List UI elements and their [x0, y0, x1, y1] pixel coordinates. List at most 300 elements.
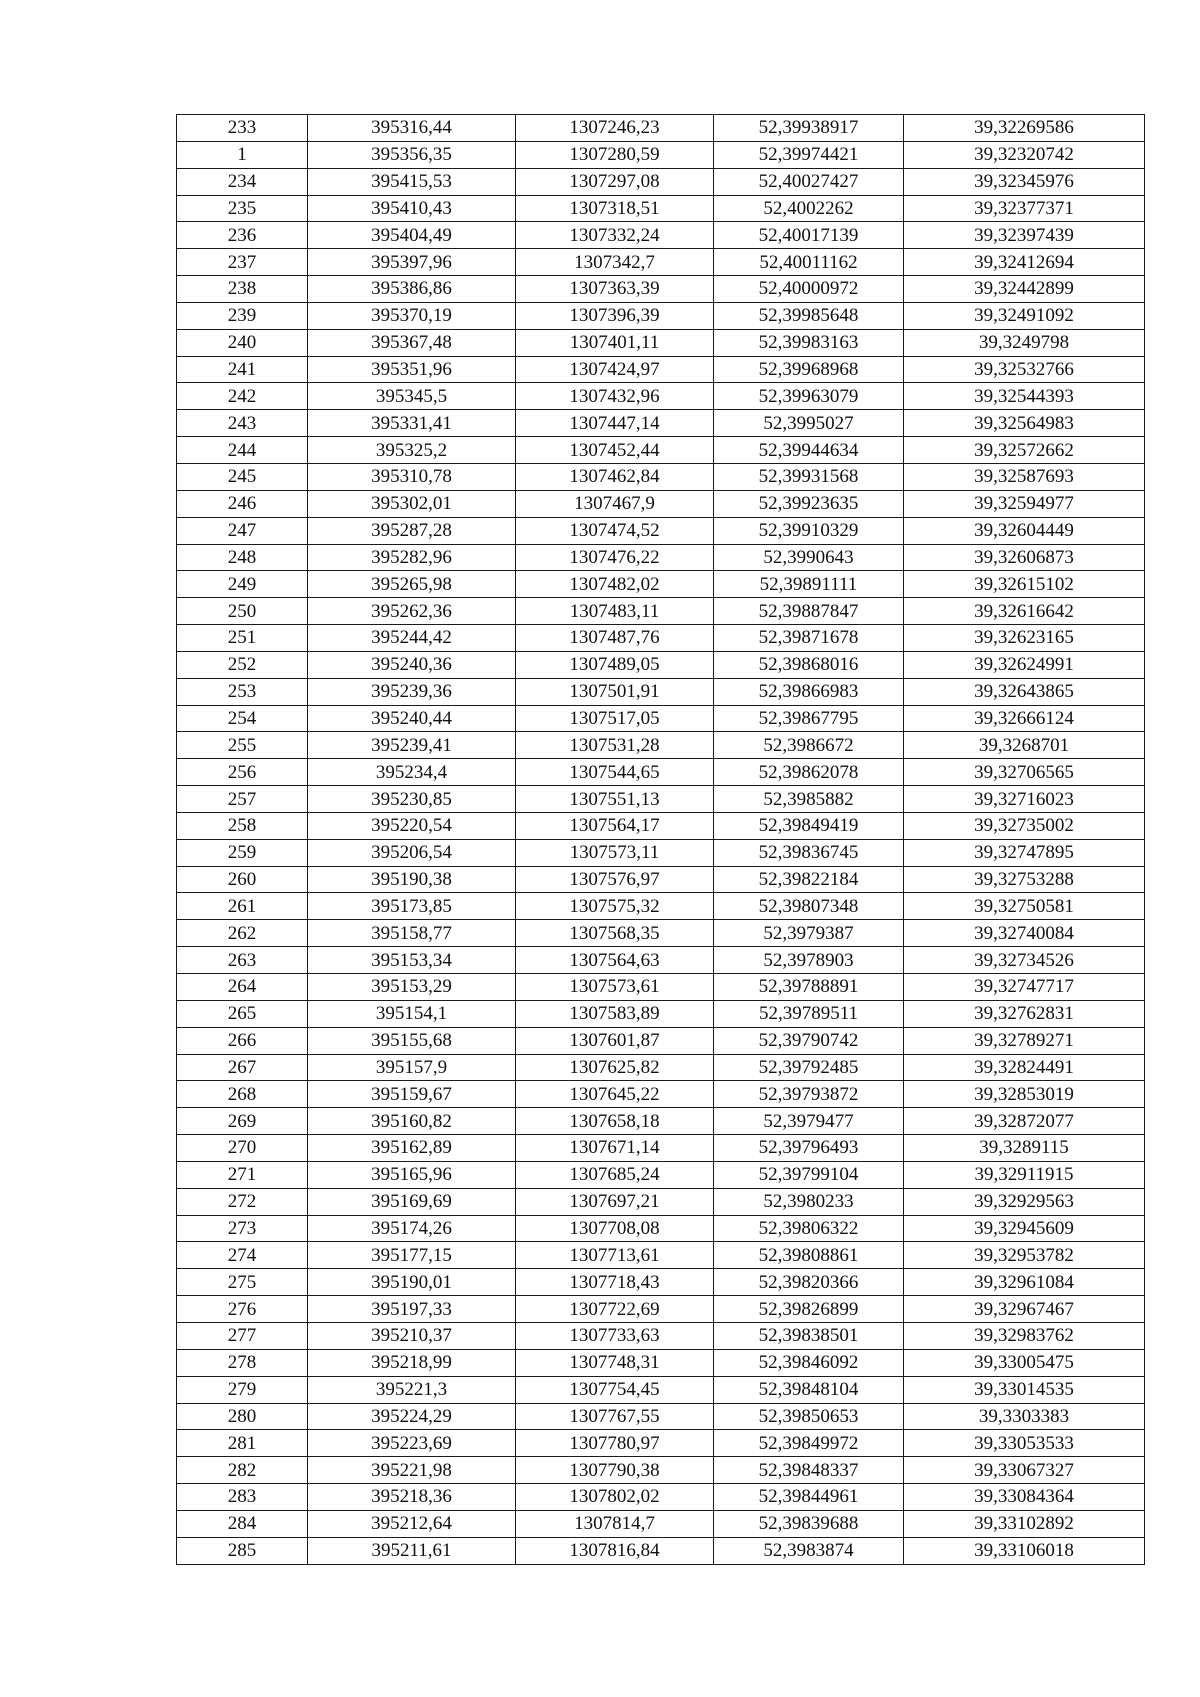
table-row [177, 1430, 1145, 1457]
longitude-cell: 39,32945609 [904, 1215, 1145, 1242]
x-coordinate-cell: 395415,53 [308, 168, 516, 195]
x-coordinate-cell: 395221,98 [308, 1457, 516, 1484]
point-number-cell: 248 [177, 544, 308, 571]
y-coordinate-cell: 1307713,61 [516, 1242, 714, 1269]
point-number-cell: 234 [177, 168, 308, 195]
x-coordinate-cell: 395174,26 [308, 1215, 516, 1242]
longitude-cell: 39,32961084 [904, 1269, 1145, 1296]
point-number-cell: 265 [177, 1000, 308, 1027]
point-number-cell: 250 [177, 598, 308, 625]
table-row [177, 1537, 1145, 1564]
table-row [177, 1322, 1145, 1349]
table-row [177, 759, 1145, 786]
x-coordinate-cell: 395154,1 [308, 1000, 516, 1027]
table-row [177, 839, 1145, 866]
longitude-cell: 39,33014535 [904, 1376, 1145, 1403]
point-number-cell: 262 [177, 920, 308, 947]
longitude-cell: 39,32615102 [904, 571, 1145, 598]
table-row [177, 1027, 1145, 1054]
x-coordinate-cell: 395210,37 [308, 1322, 516, 1349]
latitude-cell: 52,39820366 [714, 1269, 904, 1296]
point-number-cell: 284 [177, 1510, 308, 1537]
table-row [177, 705, 1145, 732]
longitude-cell: 39,32412694 [904, 249, 1145, 276]
latitude-cell: 52,3979477 [714, 1108, 904, 1135]
y-coordinate-cell: 1307467,9 [516, 490, 714, 517]
table-row [177, 544, 1145, 571]
y-coordinate-cell: 1307748,31 [516, 1349, 714, 1376]
latitude-cell: 52,39846092 [714, 1349, 904, 1376]
latitude-cell: 52,39848337 [714, 1457, 904, 1484]
table-row [177, 302, 1145, 329]
point-number-cell: 233 [177, 115, 308, 142]
latitude-cell: 52,40017139 [714, 222, 904, 249]
table-row [177, 947, 1145, 974]
latitude-cell: 52,39850653 [714, 1403, 904, 1430]
longitude-cell: 39,32983762 [904, 1322, 1145, 1349]
y-coordinate-cell: 1307432,96 [516, 383, 714, 410]
y-coordinate-cell: 1307551,13 [516, 786, 714, 813]
x-coordinate-cell: 395230,85 [308, 786, 516, 813]
longitude-cell: 39,32716023 [904, 786, 1145, 813]
x-coordinate-cell: 395265,98 [308, 571, 516, 598]
x-coordinate-cell: 395240,36 [308, 651, 516, 678]
latitude-cell: 52,40011162 [714, 249, 904, 276]
table-row [177, 1242, 1145, 1269]
longitude-cell: 39,32544393 [904, 383, 1145, 410]
x-coordinate-cell: 395159,67 [308, 1081, 516, 1108]
y-coordinate-cell: 1307685,24 [516, 1161, 714, 1188]
y-coordinate-cell: 1307401,11 [516, 329, 714, 356]
point-number-cell: 235 [177, 195, 308, 222]
x-coordinate-cell: 395302,01 [308, 490, 516, 517]
y-coordinate-cell: 1307816,84 [516, 1537, 714, 1564]
longitude-cell: 39,32706565 [904, 759, 1145, 786]
y-coordinate-cell: 1307517,05 [516, 705, 714, 732]
table-row [177, 1215, 1145, 1242]
table-row [177, 1000, 1145, 1027]
point-number-cell: 260 [177, 866, 308, 893]
x-coordinate-cell: 395206,54 [308, 839, 516, 866]
latitude-cell: 52,4002262 [714, 195, 904, 222]
x-coordinate-cell: 395157,9 [308, 1054, 516, 1081]
table-row [177, 383, 1145, 410]
latitude-cell: 52,3978903 [714, 947, 904, 974]
point-number-cell: 239 [177, 302, 308, 329]
longitude-cell: 39,32572662 [904, 437, 1145, 464]
latitude-cell: 52,3979387 [714, 920, 904, 947]
longitude-cell: 39,32750581 [904, 893, 1145, 920]
longitude-cell: 39,32747895 [904, 839, 1145, 866]
latitude-cell: 52,39868016 [714, 651, 904, 678]
point-number-cell: 276 [177, 1296, 308, 1323]
table-row [177, 974, 1145, 1001]
table-row [177, 1403, 1145, 1430]
y-coordinate-cell: 1307658,18 [516, 1108, 714, 1135]
point-number-cell: 247 [177, 517, 308, 544]
latitude-cell: 52,39985648 [714, 302, 904, 329]
longitude-cell: 39,32666124 [904, 705, 1145, 732]
table-row [177, 249, 1145, 276]
point-number-cell: 238 [177, 276, 308, 303]
y-coordinate-cell: 1307767,55 [516, 1403, 714, 1430]
longitude-cell: 39,32735002 [904, 812, 1145, 839]
x-coordinate-cell: 395367,48 [308, 329, 516, 356]
x-coordinate-cell: 395190,38 [308, 866, 516, 893]
x-coordinate-cell: 395345,5 [308, 383, 516, 410]
table-row [177, 356, 1145, 383]
point-number-cell: 257 [177, 786, 308, 813]
coordinates-table [176, 114, 1145, 1565]
x-coordinate-cell: 395177,15 [308, 1242, 516, 1269]
longitude-cell: 39,32623165 [904, 625, 1145, 652]
latitude-cell: 52,39866983 [714, 678, 904, 705]
point-number-cell: 274 [177, 1242, 308, 1269]
point-number-cell: 279 [177, 1376, 308, 1403]
point-number-cell: 273 [177, 1215, 308, 1242]
x-coordinate-cell: 395240,44 [308, 705, 516, 732]
table-row [177, 812, 1145, 839]
longitude-cell: 39,32532766 [904, 356, 1145, 383]
longitude-cell: 39,32929563 [904, 1188, 1145, 1215]
point-number-cell: 237 [177, 249, 308, 276]
y-coordinate-cell: 1307733,63 [516, 1322, 714, 1349]
x-coordinate-cell: 395310,78 [308, 463, 516, 490]
longitude-cell: 39,32564983 [904, 410, 1145, 437]
table-row [177, 1188, 1145, 1215]
x-coordinate-cell: 395212,64 [308, 1510, 516, 1537]
y-coordinate-cell: 1307482,02 [516, 571, 714, 598]
y-coordinate-cell: 1307601,87 [516, 1027, 714, 1054]
table-row [177, 1457, 1145, 1484]
point-number-cell: 255 [177, 732, 308, 759]
table-row [177, 1484, 1145, 1511]
table-row [177, 1349, 1145, 1376]
y-coordinate-cell: 1307474,52 [516, 517, 714, 544]
table-row [177, 1510, 1145, 1537]
latitude-cell: 52,39793872 [714, 1081, 904, 1108]
x-coordinate-cell: 395160,82 [308, 1108, 516, 1135]
point-number-cell: 244 [177, 437, 308, 464]
x-coordinate-cell: 395397,96 [308, 249, 516, 276]
point-number-cell: 256 [177, 759, 308, 786]
longitude-cell: 39,32442899 [904, 276, 1145, 303]
point-number-cell: 272 [177, 1188, 308, 1215]
y-coordinate-cell: 1307802,02 [516, 1484, 714, 1511]
latitude-cell: 52,39839688 [714, 1510, 904, 1537]
longitude-cell: 39,33053533 [904, 1430, 1145, 1457]
x-coordinate-cell: 395244,42 [308, 625, 516, 652]
y-coordinate-cell: 1307363,39 [516, 276, 714, 303]
latitude-cell: 52,39963079 [714, 383, 904, 410]
point-number-cell: 242 [177, 383, 308, 410]
table-row [177, 786, 1145, 813]
longitude-cell: 39,32643865 [904, 678, 1145, 705]
table-row [177, 893, 1145, 920]
latitude-cell: 52,39938917 [714, 115, 904, 142]
table-row [177, 651, 1145, 678]
latitude-cell: 52,39910329 [714, 517, 904, 544]
longitude-cell: 39,32269586 [904, 115, 1145, 142]
table-row [177, 437, 1145, 464]
longitude-cell: 39,3268701 [904, 732, 1145, 759]
x-coordinate-cell: 395218,36 [308, 1484, 516, 1511]
point-number-cell: 264 [177, 974, 308, 1001]
latitude-cell: 52,39788891 [714, 974, 904, 1001]
longitude-cell: 39,32734526 [904, 947, 1145, 974]
table-row [177, 168, 1145, 195]
latitude-cell: 52,39836745 [714, 839, 904, 866]
latitude-cell: 52,39867795 [714, 705, 904, 732]
point-number-cell: 267 [177, 1054, 308, 1081]
latitude-cell: 52,39796493 [714, 1135, 904, 1162]
table-row [177, 732, 1145, 759]
x-coordinate-cell: 395190,01 [308, 1269, 516, 1296]
y-coordinate-cell: 1307447,14 [516, 410, 714, 437]
point-number-cell: 245 [177, 463, 308, 490]
table-row [177, 410, 1145, 437]
x-coordinate-cell: 395197,33 [308, 1296, 516, 1323]
point-number-cell: 271 [177, 1161, 308, 1188]
table-row [177, 463, 1145, 490]
y-coordinate-cell: 1307483,11 [516, 598, 714, 625]
y-coordinate-cell: 1307424,97 [516, 356, 714, 383]
latitude-cell: 52,40027427 [714, 168, 904, 195]
point-number-cell: 266 [177, 1027, 308, 1054]
y-coordinate-cell: 1307564,63 [516, 947, 714, 974]
longitude-cell: 39,32789271 [904, 1027, 1145, 1054]
latitude-cell: 52,39806322 [714, 1215, 904, 1242]
table-row [177, 1081, 1145, 1108]
y-coordinate-cell: 1307342,7 [516, 249, 714, 276]
y-coordinate-cell: 1307318,51 [516, 195, 714, 222]
x-coordinate-cell: 395211,61 [308, 1537, 516, 1564]
longitude-cell: 39,32604449 [904, 517, 1145, 544]
latitude-cell: 52,39923635 [714, 490, 904, 517]
latitude-cell: 52,3983874 [714, 1537, 904, 1564]
point-number-cell: 263 [177, 947, 308, 974]
latitude-cell: 52,3980233 [714, 1188, 904, 1215]
x-coordinate-cell: 395282,96 [308, 544, 516, 571]
latitude-cell: 52,3990643 [714, 544, 904, 571]
longitude-cell: 39,3289115 [904, 1135, 1145, 1162]
x-coordinate-cell: 395234,4 [308, 759, 516, 786]
latitude-cell: 52,39799104 [714, 1161, 904, 1188]
latitude-cell: 52,39826899 [714, 1296, 904, 1323]
y-coordinate-cell: 1307476,22 [516, 544, 714, 571]
x-coordinate-cell: 395155,68 [308, 1027, 516, 1054]
latitude-cell: 52,40000972 [714, 276, 904, 303]
point-number-cell: 251 [177, 625, 308, 652]
x-coordinate-cell: 395410,43 [308, 195, 516, 222]
longitude-cell: 39,33005475 [904, 1349, 1145, 1376]
longitude-cell: 39,32911915 [904, 1161, 1145, 1188]
x-coordinate-cell: 395239,36 [308, 678, 516, 705]
latitude-cell: 52,39871678 [714, 625, 904, 652]
y-coordinate-cell: 1307489,05 [516, 651, 714, 678]
latitude-cell: 52,39983163 [714, 329, 904, 356]
longitude-cell: 39,32587693 [904, 463, 1145, 490]
longitude-cell: 39,32740084 [904, 920, 1145, 947]
y-coordinate-cell: 1307718,43 [516, 1269, 714, 1296]
table-row [177, 1161, 1145, 1188]
y-coordinate-cell: 1307697,21 [516, 1188, 714, 1215]
latitude-cell: 52,39862078 [714, 759, 904, 786]
y-coordinate-cell: 1307814,7 [516, 1510, 714, 1537]
longitude-cell: 39,33067327 [904, 1457, 1145, 1484]
latitude-cell: 52,39891111 [714, 571, 904, 598]
latitude-cell: 52,39790742 [714, 1027, 904, 1054]
longitude-cell: 39,32491092 [904, 302, 1145, 329]
table-row [177, 1135, 1145, 1162]
x-coordinate-cell: 395165,96 [308, 1161, 516, 1188]
latitude-cell: 52,3985882 [714, 786, 904, 813]
x-coordinate-cell: 395351,96 [308, 356, 516, 383]
table-row [177, 276, 1145, 303]
latitude-cell: 52,3986672 [714, 732, 904, 759]
longitude-cell: 39,32606873 [904, 544, 1145, 571]
point-number-cell: 282 [177, 1457, 308, 1484]
y-coordinate-cell: 1307531,28 [516, 732, 714, 759]
y-coordinate-cell: 1307575,32 [516, 893, 714, 920]
latitude-cell: 52,3995027 [714, 410, 904, 437]
x-coordinate-cell: 395158,77 [308, 920, 516, 947]
latitude-cell: 52,39849972 [714, 1430, 904, 1457]
x-coordinate-cell: 395173,85 [308, 893, 516, 920]
x-coordinate-cell: 395356,35 [308, 141, 516, 168]
y-coordinate-cell: 1307722,69 [516, 1296, 714, 1323]
latitude-cell: 52,39848104 [714, 1376, 904, 1403]
y-coordinate-cell: 1307280,59 [516, 141, 714, 168]
y-coordinate-cell: 1307568,35 [516, 920, 714, 947]
latitude-cell: 52,39931568 [714, 463, 904, 490]
point-number-cell: 270 [177, 1135, 308, 1162]
point-number-cell: 259 [177, 839, 308, 866]
longitude-cell: 39,32753288 [904, 866, 1145, 893]
point-number-cell: 269 [177, 1108, 308, 1135]
point-number-cell: 1 [177, 141, 308, 168]
y-coordinate-cell: 1307501,91 [516, 678, 714, 705]
x-coordinate-cell: 395153,29 [308, 974, 516, 1001]
table-row [177, 625, 1145, 652]
point-number-cell: 283 [177, 1484, 308, 1511]
x-coordinate-cell: 395404,49 [308, 222, 516, 249]
x-coordinate-cell: 395325,2 [308, 437, 516, 464]
x-coordinate-cell: 395239,41 [308, 732, 516, 759]
coordinates-table-body [177, 115, 1145, 1565]
table-row [177, 490, 1145, 517]
longitude-cell: 39,32594977 [904, 490, 1145, 517]
point-number-cell: 278 [177, 1349, 308, 1376]
y-coordinate-cell: 1307625,82 [516, 1054, 714, 1081]
longitude-cell: 39,32824491 [904, 1054, 1145, 1081]
longitude-cell: 39,3249798 [904, 329, 1145, 356]
point-number-cell: 246 [177, 490, 308, 517]
y-coordinate-cell: 1307576,97 [516, 866, 714, 893]
longitude-cell: 39,32967467 [904, 1296, 1145, 1323]
table-row [177, 866, 1145, 893]
table-row [177, 1376, 1145, 1403]
y-coordinate-cell: 1307754,45 [516, 1376, 714, 1403]
latitude-cell: 52,39844961 [714, 1484, 904, 1511]
latitude-cell: 52,39807348 [714, 893, 904, 920]
y-coordinate-cell: 1307462,84 [516, 463, 714, 490]
table-row [177, 222, 1145, 249]
longitude-cell: 39,32397439 [904, 222, 1145, 249]
table-row [177, 329, 1145, 356]
x-coordinate-cell: 395218,99 [308, 1349, 516, 1376]
x-coordinate-cell: 395169,69 [308, 1188, 516, 1215]
table-row [177, 195, 1145, 222]
x-coordinate-cell: 395162,89 [308, 1135, 516, 1162]
x-coordinate-cell: 395370,19 [308, 302, 516, 329]
point-number-cell: 277 [177, 1322, 308, 1349]
latitude-cell: 52,39838501 [714, 1322, 904, 1349]
table-row [177, 115, 1145, 142]
x-coordinate-cell: 395262,36 [308, 598, 516, 625]
y-coordinate-cell: 1307645,22 [516, 1081, 714, 1108]
longitude-cell: 39,32762831 [904, 1000, 1145, 1027]
point-number-cell: 258 [177, 812, 308, 839]
latitude-cell: 52,39974421 [714, 141, 904, 168]
table-row [177, 1296, 1145, 1323]
point-number-cell: 261 [177, 893, 308, 920]
longitude-cell: 39,32377371 [904, 195, 1145, 222]
y-coordinate-cell: 1307780,97 [516, 1430, 714, 1457]
point-number-cell: 253 [177, 678, 308, 705]
longitude-cell: 39,32747717 [904, 974, 1145, 1001]
y-coordinate-cell: 1307671,14 [516, 1135, 714, 1162]
point-number-cell: 249 [177, 571, 308, 598]
table-row [177, 678, 1145, 705]
y-coordinate-cell: 1307487,76 [516, 625, 714, 652]
latitude-cell: 52,39792485 [714, 1054, 904, 1081]
longitude-cell: 39,32616642 [904, 598, 1145, 625]
y-coordinate-cell: 1307790,38 [516, 1457, 714, 1484]
latitude-cell: 52,39887847 [714, 598, 904, 625]
latitude-cell: 52,39789511 [714, 1000, 904, 1027]
point-number-cell: 268 [177, 1081, 308, 1108]
point-number-cell: 252 [177, 651, 308, 678]
y-coordinate-cell: 1307332,24 [516, 222, 714, 249]
table-row [177, 517, 1145, 544]
latitude-cell: 52,39808861 [714, 1242, 904, 1269]
latitude-cell: 52,39822184 [714, 866, 904, 893]
longitude-cell: 39,33106018 [904, 1537, 1145, 1564]
point-number-cell: 241 [177, 356, 308, 383]
point-number-cell: 280 [177, 1403, 308, 1430]
latitude-cell: 52,39849419 [714, 812, 904, 839]
longitude-cell: 39,32320742 [904, 141, 1145, 168]
y-coordinate-cell: 1307708,08 [516, 1215, 714, 1242]
table-row [177, 1108, 1145, 1135]
point-number-cell: 240 [177, 329, 308, 356]
longitude-cell: 39,32953782 [904, 1242, 1145, 1269]
longitude-cell: 39,32624991 [904, 651, 1145, 678]
point-number-cell: 281 [177, 1430, 308, 1457]
x-coordinate-cell: 395386,86 [308, 276, 516, 303]
y-coordinate-cell: 1307544,65 [516, 759, 714, 786]
point-number-cell: 236 [177, 222, 308, 249]
y-coordinate-cell: 1307583,89 [516, 1000, 714, 1027]
longitude-cell: 39,32345976 [904, 168, 1145, 195]
x-coordinate-cell: 395316,44 [308, 115, 516, 142]
point-number-cell: 254 [177, 705, 308, 732]
x-coordinate-cell: 395220,54 [308, 812, 516, 839]
point-number-cell: 285 [177, 1537, 308, 1564]
y-coordinate-cell: 1307297,08 [516, 168, 714, 195]
y-coordinate-cell: 1307396,39 [516, 302, 714, 329]
